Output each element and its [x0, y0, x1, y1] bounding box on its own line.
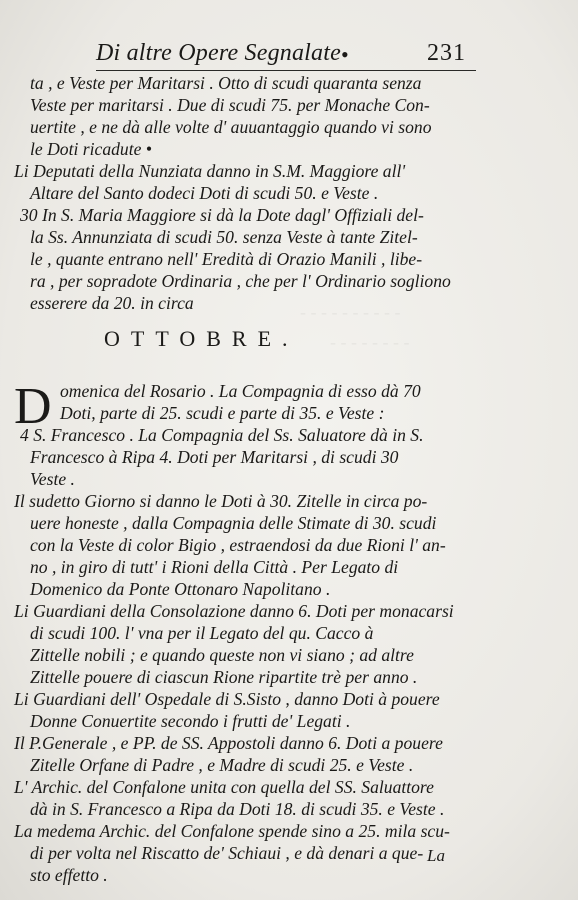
- text-line: di per volta nel Riscatto de' Schiaui , e dà denari a que-: [30, 843, 424, 863]
- text-line: Donne Conuertite secondo i frutti de' Legati .: [30, 711, 351, 731]
- section-heading: OTTOBRE.: [104, 326, 299, 351]
- text-line: esserere da 20. in circa: [30, 293, 194, 313]
- text-line: Veste .: [30, 469, 75, 489]
- text-line: Li Deputati della Nunziata danno in S.M. Maggiore all': [14, 161, 406, 181]
- text-line: no , in giro di tutt' i Rioni della Città . Per Legato di: [30, 557, 399, 577]
- text-line: Francesco à Ripa 4. Doti per Maritarsi , di scudi 30: [30, 447, 399, 467]
- text-line: Zitelle Orfane di Padre , e Madre di scudi 25. e Veste .: [30, 755, 414, 775]
- header-ornament: •: [341, 42, 349, 67]
- text-line: ta , e Veste per Maritarsi . Otto di scudi quaranta senza: [30, 73, 422, 93]
- text-line: di scudi 100. l' vna per il Legato del qu. Cacco à: [30, 623, 374, 643]
- text-line: le Doti ricadute •: [30, 139, 152, 159]
- page-number: 231: [427, 40, 466, 66]
- text-line: Domenico da Ponte Ottonaro Napolitano .: [30, 579, 331, 599]
- bleed-through-text: - - - - - - - -: [330, 332, 410, 352]
- text-line: Zittelle nobili ; e quando queste non vi siano ; ad altre: [30, 645, 414, 665]
- text-line: Il P.Generale , e PP. de SS. Appostoli danno 6. Doti a pouere: [14, 733, 443, 753]
- text-line: 4 S. Francesco . La Compagnia del Ss. Saluatore dà in S.: [20, 425, 424, 445]
- text-line: dà in S. Francesco a Ripa da Doti 18. di scudi 35. e Veste .: [30, 799, 445, 819]
- text-line: 30 In S. Maria Maggiore si dà la Dote dagl' Offiziali del-: [20, 205, 424, 225]
- running-title: Di altre Opere Segnalate: [96, 40, 341, 66]
- text-line: Li Guardiani dell' Ospedale di S.Sisto , danno Doti à pouere: [14, 689, 440, 709]
- text-line: le , quante entrano nell' Eredità di Orazio Manili , libe-: [30, 249, 423, 269]
- text-line: Li Guardiani della Consolazione danno 6. Doti per monacarsi: [14, 601, 454, 621]
- drop-cap: D: [14, 378, 52, 435]
- text-line: Il sudetto Giorno si danno le Doti à 30. Zitelle in circa po-: [14, 491, 428, 511]
- text-line: uertite , e ne dà alle volte d' auuantaggio quando vi sono: [30, 117, 432, 137]
- text-line: ra , per sopradote Ordinaria , che per l' Ordinario sogliono: [30, 271, 451, 291]
- text-line: L' Archic. del Confalone unita con quella del SS. Saluattore: [14, 777, 434, 797]
- text-line: Veste per maritarsi . Due di scudi 75. per Monache Con-: [30, 95, 430, 115]
- text-line: La medema Archic. del Confalone spende sino a 25. mila scu-: [14, 821, 450, 841]
- text-line: Altare del Santo dodeci Doti di scudi 50. e Veste .: [30, 183, 379, 203]
- text-line: uere honeste , dalla Compagnia delle Stimate di 30. scudi: [30, 513, 437, 533]
- text-line: la Ss. Annunziata di scudi 50. senza Veste à tante Zitel-: [30, 227, 418, 247]
- text-line: con la Veste di color Bigio , estraendosi da due Rioni l' an-: [30, 535, 446, 555]
- text-line: omenica del Rosario . La Compagnia di esso dà 70: [60, 381, 421, 401]
- running-head: [96, 40, 476, 71]
- text-line: Zittelle pouere di ciascun Rione ripartite trè per anno .: [30, 667, 418, 687]
- text-line: sto effetto .: [30, 865, 108, 885]
- bleed-through-text: - - - - - - - - - -: [300, 302, 401, 322]
- catchword: La: [427, 846, 445, 865]
- text-line: Doti, parte di 25. scudi e parte di 35. e Veste :: [60, 403, 385, 423]
